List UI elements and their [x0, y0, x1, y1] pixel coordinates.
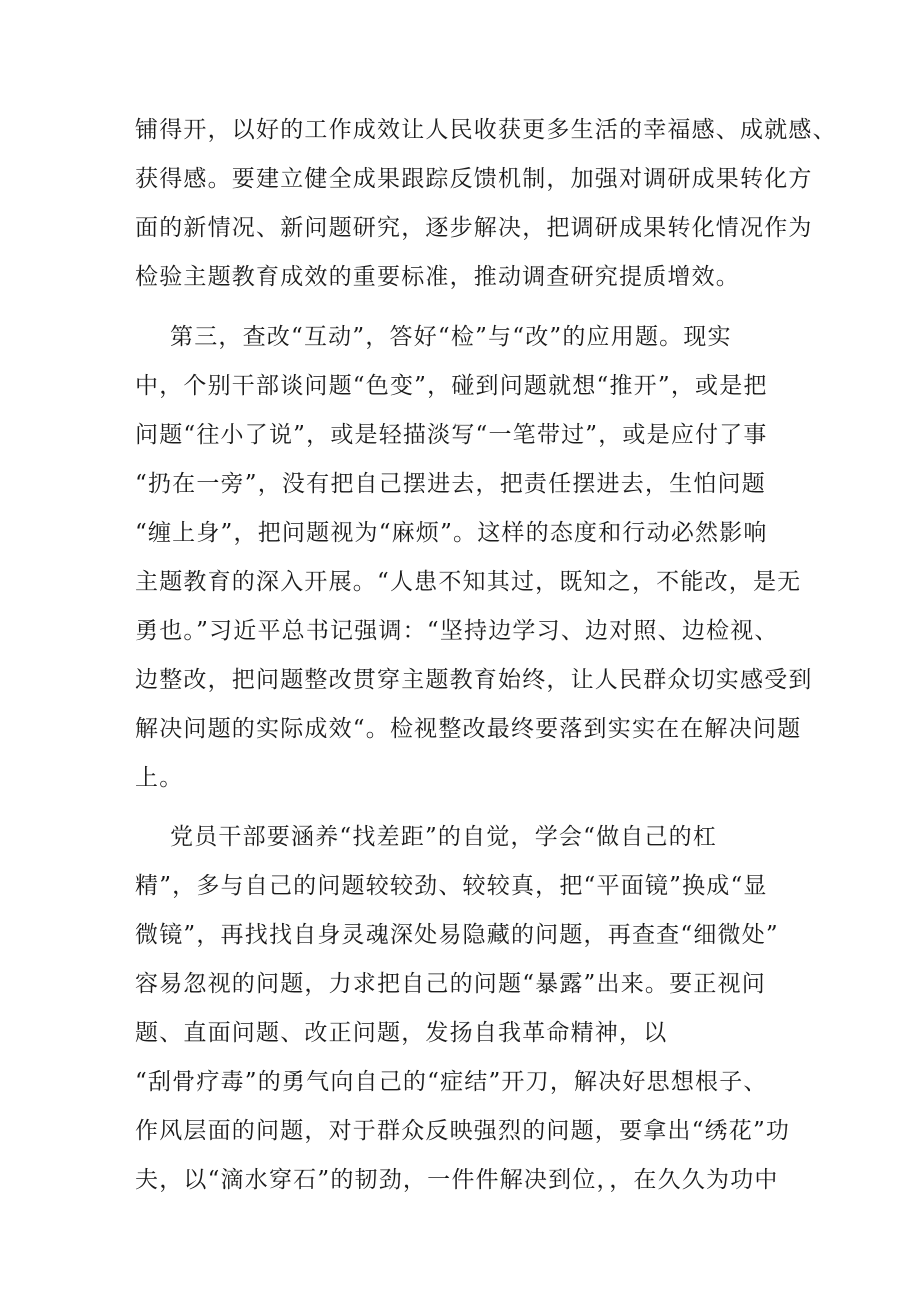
text-line: 作风层面的问题，对于群众反映强烈的问题，要拿出“绣花”功	[135, 1118, 791, 1144]
text-line: 问题“往小了说”，或是轻描淡写“一笔带过”，或是应付了事	[135, 422, 768, 448]
text-line: 中，个别干部谈问题“色变”，碰到问题就想“推开”，或是把	[135, 373, 768, 399]
text-line: “扔在一旁”，没有把自己摆进去，把责任摆进去，生怕问题	[135, 471, 766, 497]
text-line: 主题教育的深入开展。“人患不知其过，既知之，不能改，是无	[135, 569, 802, 595]
text-line: “刮骨疗毒”的勇气向自己的“症结”开刀，解决好思想根子、	[135, 1069, 768, 1095]
text-line: 夫，以“滴水穿石”的韧劲，一件件解决到位，，在久久为功中	[135, 1167, 779, 1193]
text-line: 铺得开，以好的工作成效让人民收获更多生活的幸福感、成就感、	[135, 117, 837, 143]
text-line: 精”，多与自己的问题较较劲、较较真，把“平面镜”换成“显	[135, 873, 768, 899]
text-line: 获得感。要建立健全成果跟踪反馈机制，加强对调研成果转化方	[135, 166, 813, 192]
text-line: 题、直面问题、改正问题，发扬自我革命精神，以	[135, 1020, 668, 1046]
text-line: 上。	[135, 765, 184, 791]
text-line: 解决问题的实际成效“。检视整改最终要落到实实在在解决问题	[135, 716, 802, 742]
text-line: 边整改，把问题整改贯穿主题教育始终，让人民群众切实感受到	[135, 667, 813, 693]
paragraph-start-line: 第三，查改“互动”，答好“检”与“改”的应用题。现实	[170, 324, 732, 350]
text-line: “缠上身”，把问题视为“麻烦”。这样的态度和行动必然影响	[135, 520, 768, 546]
text-line: 微镜”，再找找自身灵魂深处易隐藏的问题，再查查“细微处”	[135, 922, 779, 948]
text-line: 勇也。”习近平总书记强调：“坚持边学习、边对照、边检视、	[135, 618, 779, 644]
text-line: 检验主题教育成效的重要标准，推动调查研究提质增效。	[135, 264, 740, 290]
text-line: 容易忽视的问题，力求把自己的问题“暴露”出来。要正视问	[135, 971, 766, 997]
text-line: 面的新情况、新问题研究，逐步解决，把调研成果转化情况作为	[135, 215, 813, 241]
paragraph-start-line: 党员干部要涵养“找差距”的自觉，学会“做自己的杠	[170, 824, 718, 850]
